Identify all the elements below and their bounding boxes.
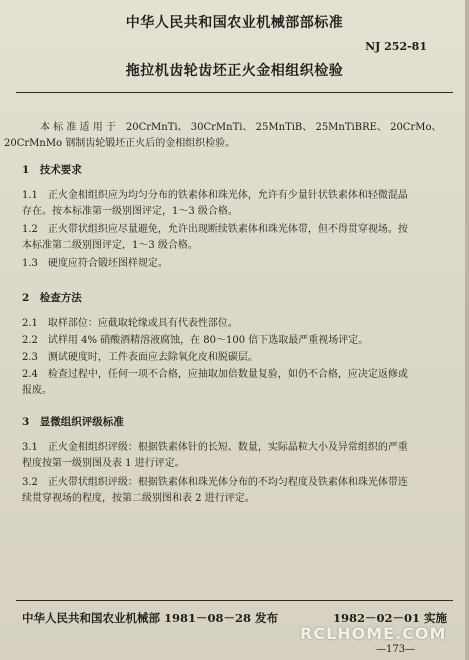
clause-2-4-line-1: 2.4 检查过程中，任何一项不合格，应抽取加倍数量复验，如仍不合格，应决定返修或 — [22, 369, 408, 380]
clause-2-4-line-2: 报废。 — [22, 385, 52, 396]
clause-2-1 — [22, 316, 452, 332]
clause-2-3-line-1: 2.3 测试硬度时，工件表面应去除氧化皮和脱碳层。 — [22, 352, 258, 363]
site-watermark: RCLHOME.COM — [300, 624, 447, 643]
effective-date-statement: 1982－02－01 实施 — [332, 611, 447, 625]
section-2-heading: 2 检查方法 — [22, 292, 82, 304]
standard-title: 拖拉机齿轮齿坯正火金相组织检验 — [125, 63, 344, 79]
clause-1-2-line-2: 本标准第二级别图评定，1～3 级合格。 — [22, 240, 198, 251]
intro-paragraph — [4, 120, 452, 152]
footer-divider — [16, 600, 453, 601]
clause-2-4 — [22, 367, 452, 399]
intro-line-1: 本 标 准 适 用 于 20CrMnTi、 30CrMnTi、 25MnTiB、 25MnTiBRE、 20CrMo、 — [40, 122, 442, 133]
clause-3-1-line-2: 程度按第一级别图及表 1 进行评定。 — [22, 458, 185, 469]
clause-2-2 — [22, 333, 452, 349]
clause-1-2 — [22, 222, 452, 254]
section-3-heading: 3 显微组织评级标准 — [22, 416, 124, 428]
header-divider — [16, 92, 453, 93]
page-number: —173— — [376, 644, 416, 655]
clause-3-2-line-2: 续贯穿视场的程度，按第二级别图和表 2 进行评定。 — [22, 493, 255, 504]
section-1-heading: 1 技术要求 — [22, 164, 82, 176]
clause-2-2-line-1: 2.2 试样用 4% 硝酸酒精溶液腐蚀，在 80～100 倍下选取最严重视场评定。 — [22, 335, 369, 346]
issue-date-statement: 中华人民共和国农业机械部 1981－08－28 发布 — [22, 611, 279, 625]
issuing-authority-title: 中华人民共和国农业机械部部标准 — [125, 15, 344, 31]
clause-2-1-line-1: 2.1 取样部位：应截取轮缘或具有代表性部位。 — [22, 318, 238, 329]
clause-1-2-line-1: 1.2 正火带状组织应尽量避免，允许出现断续铁素体和珠光体带，但不得贯穿视场。按 — [22, 224, 408, 235]
clause-1-1-line-2: 存在。按本标准第一级别图评定，1～3 级合格。 — [22, 206, 238, 217]
clause-1-3-line-1: 1.3 硬度应符合锻坯图样规定。 — [22, 258, 168, 269]
clause-1-1-line-1: 1.1 正火金相组织应为均匀分布的铁素体和珠光体，允许有少量针状铁素体和轻微混晶 — [22, 190, 408, 201]
clause-1-3 — [22, 256, 452, 272]
clause-2-3 — [22, 350, 452, 366]
clause-3-1 — [22, 440, 452, 472]
clause-3-2-line-1: 3.2 正火带状组织评级：根据铁素体和珠光体分布的不均匀程度及铁素体和珠光体带连 — [22, 477, 408, 488]
clause-3-1-line-1: 3.1 正火金相组织评级：根据铁素体针的长短、数量，实际晶粒大小及异常组织的严重 — [22, 442, 408, 453]
intro-line-2: 20CrMnMo 钢制齿轮锻坯正火后的金相组织检验。 — [4, 138, 236, 149]
clause-3-2 — [22, 475, 452, 507]
clause-1-1 — [22, 188, 452, 220]
page-edge-shadow — [465, 0, 469, 660]
standard-code: NJ 252-81 — [365, 40, 427, 53]
